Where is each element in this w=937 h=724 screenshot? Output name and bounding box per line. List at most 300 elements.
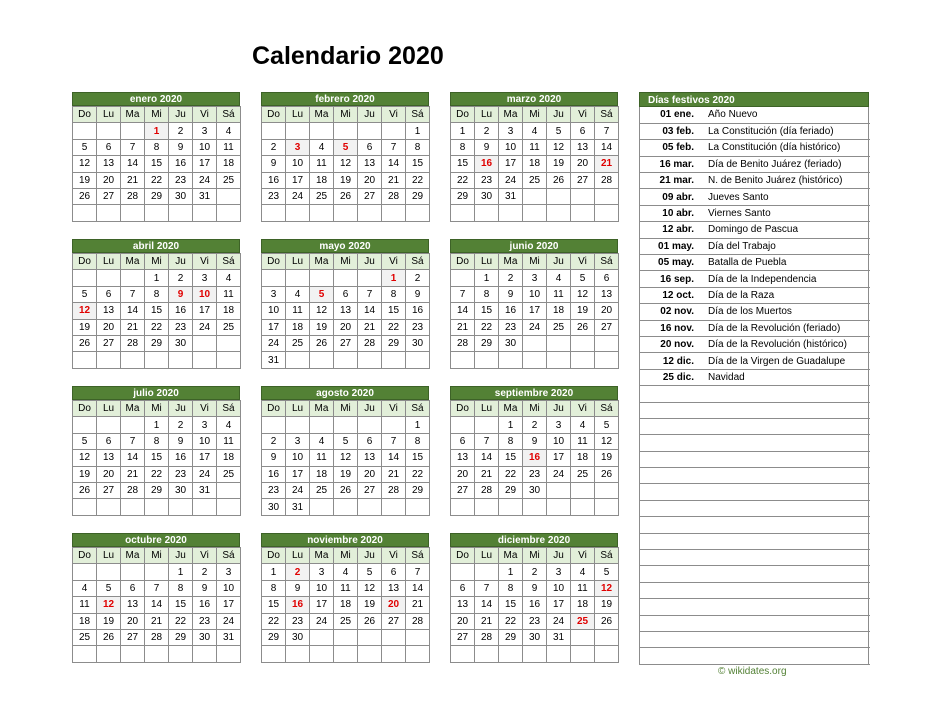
day-cell: 27 [571, 172, 595, 188]
weekday-label: Lu [286, 254, 310, 270]
day-cell: 12 [310, 303, 334, 319]
month-calendar [450, 386, 618, 516]
weekday-label: Ma [121, 548, 145, 564]
day-cell: 22 [406, 172, 430, 188]
empty-cell [193, 335, 217, 351]
day-cell: 20 [571, 156, 595, 172]
day-cell: 7 [382, 139, 406, 155]
day-cell: 23 [262, 482, 286, 498]
day-cell: 14 [145, 597, 169, 613]
day-cell: 21 [121, 466, 145, 482]
empty-cell [475, 205, 499, 221]
holiday-name [702, 599, 870, 615]
day-cell: 10 [547, 433, 571, 449]
weekday-label: Mi [523, 254, 547, 270]
day-cell: 17 [193, 303, 217, 319]
day-cell: 26 [97, 629, 121, 645]
empty-cell [358, 270, 382, 286]
empty-cell [73, 564, 97, 580]
day-cell: 15 [145, 450, 169, 466]
holiday-date [640, 615, 702, 631]
day-cell: 13 [451, 450, 475, 466]
weekday-label: Do [73, 401, 97, 417]
day-cell: 25 [334, 613, 358, 629]
empty-cell [571, 629, 595, 645]
day-cell: 18 [73, 613, 97, 629]
day-cell: 16 [193, 597, 217, 613]
month-calendar [261, 533, 429, 663]
empty-cell [595, 629, 619, 645]
holiday-date [640, 566, 702, 582]
day-cell: 17 [547, 450, 571, 466]
day-cell: 16 [406, 303, 430, 319]
day-cell: 21 [121, 172, 145, 188]
holiday-date [640, 484, 702, 500]
day-cell: 24 [193, 172, 217, 188]
holiday-date: 12 dic. [640, 353, 702, 369]
empty-cell [358, 417, 382, 433]
day-cell: 4 [523, 123, 547, 139]
weekday-label: Mi [523, 548, 547, 564]
empty-cell [121, 417, 145, 433]
day-cell: 26 [358, 613, 382, 629]
day-cell: 11 [334, 580, 358, 596]
day-cell: 20 [97, 466, 121, 482]
empty-cell [169, 352, 193, 368]
empty-cell [121, 352, 145, 368]
holiday-day-cell: 12 [97, 597, 121, 613]
day-cell: 24 [193, 466, 217, 482]
month-header: mayo 2020 [261, 239, 429, 253]
day-cell: 25 [547, 319, 571, 335]
day-cell: 2 [169, 123, 193, 139]
empty-cell [547, 335, 571, 351]
month-header: abril 2020 [72, 239, 240, 253]
holiday-row [640, 255, 870, 271]
day-cell: 10 [286, 450, 310, 466]
empty-cell [451, 417, 475, 433]
holiday-name: La Constitución (día feriado) [702, 123, 870, 139]
holiday-date: 09 abr. [640, 189, 702, 205]
empty-cell [382, 417, 406, 433]
day-cell: 31 [217, 629, 241, 645]
empty-cell [334, 270, 358, 286]
holiday-date [640, 533, 702, 549]
empty-cell [145, 646, 169, 662]
day-cell: 7 [121, 433, 145, 449]
day-cell: 18 [310, 466, 334, 482]
holiday-name [702, 648, 870, 664]
holiday-name [702, 632, 870, 648]
weekday-label: Sá [217, 107, 241, 123]
day-cell: 8 [475, 286, 499, 302]
day-cell: 3 [547, 564, 571, 580]
day-cell: 21 [451, 319, 475, 335]
empty-cell [595, 482, 619, 498]
day-cell: 5 [595, 417, 619, 433]
month-calendar [450, 533, 618, 663]
empty-cell [310, 352, 334, 368]
empty-cell [217, 188, 241, 204]
day-cell: 9 [193, 580, 217, 596]
day-cell: 19 [310, 319, 334, 335]
empty-cell [334, 417, 358, 433]
day-cell: 11 [217, 433, 241, 449]
day-cell: 23 [169, 466, 193, 482]
day-cell: 23 [169, 319, 193, 335]
day-cell: 3 [193, 417, 217, 433]
holiday-name: Navidad [702, 369, 870, 385]
empty-cell [145, 499, 169, 515]
holiday-date [640, 418, 702, 434]
day-cell: 23 [499, 319, 523, 335]
day-cell: 11 [73, 597, 97, 613]
day-cell: 7 [475, 580, 499, 596]
day-cell: 24 [547, 466, 571, 482]
month-calendar [261, 239, 429, 369]
empty-cell [334, 352, 358, 368]
day-cell: 9 [169, 139, 193, 155]
day-cell: 2 [406, 270, 430, 286]
weekday-label: Ju [358, 548, 382, 564]
day-cell: 14 [121, 450, 145, 466]
weekday-label: Ju [358, 401, 382, 417]
weekday-label: Vi [571, 107, 595, 123]
weekday-label: Do [73, 548, 97, 564]
day-cell: 17 [499, 156, 523, 172]
day-cell: 15 [406, 450, 430, 466]
empty-cell [334, 205, 358, 221]
day-cell: 1 [262, 564, 286, 580]
day-cell: 23 [262, 188, 286, 204]
day-cell: 5 [358, 564, 382, 580]
day-cell: 22 [475, 319, 499, 335]
holiday-date [640, 550, 702, 566]
month-header: agosto 2020 [261, 386, 429, 400]
day-cell: 20 [451, 466, 475, 482]
day-cell: 8 [499, 433, 523, 449]
weekday-label: Ma [121, 401, 145, 417]
weekday-label: Mi [145, 254, 169, 270]
day-cell: 27 [382, 613, 406, 629]
day-cell: 13 [334, 303, 358, 319]
empty-cell [73, 270, 97, 286]
holiday-row [640, 533, 870, 549]
day-cell: 30 [523, 482, 547, 498]
holiday-day-cell: 25 [571, 613, 595, 629]
holiday-row [640, 550, 870, 566]
day-cell: 16 [499, 303, 523, 319]
day-cell: 14 [595, 139, 619, 155]
day-cell: 28 [358, 335, 382, 351]
day-cell: 27 [595, 319, 619, 335]
empty-cell [475, 499, 499, 515]
month-grid [450, 547, 619, 663]
day-cell: 30 [169, 188, 193, 204]
empty-cell [382, 123, 406, 139]
day-cell: 28 [451, 335, 475, 351]
holiday-row [640, 402, 870, 418]
holiday-day-cell: 20 [382, 597, 406, 613]
day-cell: 19 [334, 466, 358, 482]
day-cell: 11 [571, 433, 595, 449]
day-cell: 6 [358, 139, 382, 155]
holiday-date [640, 386, 702, 402]
empty-cell [499, 205, 523, 221]
month-grid [72, 400, 241, 516]
holiday-row [640, 468, 870, 484]
day-cell: 18 [334, 597, 358, 613]
holiday-name: Domingo de Pascua [702, 222, 870, 238]
empty-cell [523, 352, 547, 368]
holiday-name: Día de la Raza [702, 287, 870, 303]
day-cell: 15 [499, 597, 523, 613]
empty-cell [121, 646, 145, 662]
empty-cell [571, 646, 595, 662]
holiday-name: Día de los Muertos [702, 304, 870, 320]
day-cell: 19 [595, 597, 619, 613]
holiday-row [640, 615, 870, 631]
holiday-row [640, 336, 870, 352]
weekday-label: Vi [193, 107, 217, 123]
day-cell: 20 [334, 319, 358, 335]
day-cell: 10 [286, 156, 310, 172]
weekday-label: Ju [169, 401, 193, 417]
day-cell: 25 [310, 482, 334, 498]
holiday-name [702, 582, 870, 598]
weekday-label: Ma [310, 254, 334, 270]
weekday-label: Do [262, 401, 286, 417]
holiday-date [640, 468, 702, 484]
day-cell: 6 [121, 580, 145, 596]
day-cell: 27 [334, 335, 358, 351]
empty-cell [499, 352, 523, 368]
weekday-label: Do [262, 254, 286, 270]
holiday-row [640, 123, 870, 139]
empty-cell [358, 499, 382, 515]
holiday-row [640, 418, 870, 434]
holiday-row [640, 435, 870, 451]
empty-cell [451, 205, 475, 221]
weekday-label: Lu [475, 548, 499, 564]
holiday-date [640, 517, 702, 533]
holiday-row [640, 287, 870, 303]
day-cell: 5 [73, 139, 97, 155]
weekday-label: Mi [523, 401, 547, 417]
day-cell: 15 [499, 450, 523, 466]
day-cell: 1 [145, 417, 169, 433]
day-cell: 10 [523, 286, 547, 302]
empty-cell [382, 205, 406, 221]
day-cell: 31 [547, 629, 571, 645]
holiday-name: Día de la Independencia [702, 271, 870, 287]
day-cell: 19 [73, 466, 97, 482]
month-calendar [450, 239, 618, 369]
empty-cell [571, 205, 595, 221]
day-cell: 3 [310, 564, 334, 580]
weekday-label: Sá [406, 107, 430, 123]
day-cell: 1 [475, 270, 499, 286]
holiday-name [702, 468, 870, 484]
day-cell: 28 [382, 188, 406, 204]
day-cell: 15 [262, 597, 286, 613]
empty-cell [382, 499, 406, 515]
empty-cell [217, 335, 241, 351]
holidays-list [640, 107, 870, 665]
day-cell: 28 [475, 629, 499, 645]
empty-cell [406, 629, 430, 645]
weekday-label: Mi [334, 254, 358, 270]
empty-cell [451, 564, 475, 580]
day-cell: 8 [451, 139, 475, 155]
day-cell: 29 [451, 188, 475, 204]
holiday-row [640, 189, 870, 205]
holiday-day-cell: 9 [169, 286, 193, 302]
empty-cell [73, 417, 97, 433]
holiday-date: 16 mar. [640, 156, 702, 172]
empty-cell [262, 123, 286, 139]
day-cell: 26 [547, 172, 571, 188]
weekday-label: Lu [97, 107, 121, 123]
day-cell: 5 [334, 433, 358, 449]
day-cell: 12 [334, 156, 358, 172]
holiday-date: 21 mar. [640, 173, 702, 189]
empty-cell [73, 123, 97, 139]
empty-cell [358, 123, 382, 139]
day-cell: 13 [97, 156, 121, 172]
weekday-label: Ju [169, 548, 193, 564]
day-cell: 14 [358, 303, 382, 319]
holiday-name [702, 402, 870, 418]
day-cell: 29 [382, 335, 406, 351]
weekday-label: Ma [121, 107, 145, 123]
day-cell: 30 [193, 629, 217, 645]
holiday-name: Día del Trabajo [702, 238, 870, 254]
month-header: febrero 2020 [261, 92, 429, 106]
month-grid [261, 106, 430, 222]
holiday-row [640, 566, 870, 582]
weekday-label: Mi [145, 401, 169, 417]
day-cell: 24 [310, 613, 334, 629]
holiday-date: 05 may. [640, 255, 702, 271]
weekday-label: Lu [475, 401, 499, 417]
day-cell: 20 [97, 319, 121, 335]
empty-cell [217, 646, 241, 662]
day-cell: 13 [451, 597, 475, 613]
day-cell: 29 [145, 188, 169, 204]
day-cell: 24 [217, 613, 241, 629]
day-cell: 15 [169, 597, 193, 613]
weekday-label: Mi [145, 107, 169, 123]
month-header: septiembre 2020 [450, 386, 618, 400]
day-cell: 9 [499, 286, 523, 302]
day-cell: 3 [523, 270, 547, 286]
day-cell: 8 [382, 286, 406, 302]
day-cell: 20 [595, 303, 619, 319]
day-cell: 10 [193, 433, 217, 449]
day-cell: 27 [121, 629, 145, 645]
day-cell: 20 [451, 613, 475, 629]
day-cell: 22 [499, 466, 523, 482]
empty-cell [334, 123, 358, 139]
day-cell: 9 [262, 156, 286, 172]
weekday-label: Vi [193, 401, 217, 417]
empty-cell [523, 205, 547, 221]
day-cell: 30 [169, 335, 193, 351]
day-cell: 23 [406, 319, 430, 335]
day-cell: 10 [547, 580, 571, 596]
day-cell: 19 [358, 597, 382, 613]
empty-cell [451, 270, 475, 286]
weekday-label: Sá [595, 548, 619, 564]
empty-cell [523, 335, 547, 351]
empty-cell [217, 482, 241, 498]
holiday-date: 20 nov. [640, 336, 702, 352]
holiday-day-cell: 1 [145, 123, 169, 139]
day-cell: 13 [571, 139, 595, 155]
day-cell: 23 [475, 172, 499, 188]
day-cell: 5 [73, 433, 97, 449]
day-cell: 22 [499, 613, 523, 629]
day-cell: 18 [286, 319, 310, 335]
day-cell: 26 [73, 482, 97, 498]
month-grid [261, 253, 430, 369]
weekday-label: Sá [217, 254, 241, 270]
empty-cell [97, 123, 121, 139]
day-cell: 16 [523, 597, 547, 613]
day-cell: 21 [475, 466, 499, 482]
day-cell: 1 [451, 123, 475, 139]
holiday-day-cell: 5 [310, 286, 334, 302]
day-cell: 25 [523, 172, 547, 188]
day-cell: 21 [121, 319, 145, 335]
day-cell: 29 [262, 629, 286, 645]
day-cell: 2 [523, 564, 547, 580]
month-header: noviembre 2020 [261, 533, 429, 547]
empty-cell [169, 646, 193, 662]
day-cell: 16 [262, 172, 286, 188]
empty-cell [547, 646, 571, 662]
empty-cell [310, 205, 334, 221]
page-title: Calendario 2020 [252, 42, 444, 70]
day-cell: 24 [523, 319, 547, 335]
month-header: enero 2020 [72, 92, 240, 106]
holiday-name [702, 615, 870, 631]
day-cell: 26 [595, 466, 619, 482]
day-cell: 22 [145, 172, 169, 188]
day-cell: 26 [310, 335, 334, 351]
empty-cell [475, 646, 499, 662]
empty-cell [121, 499, 145, 515]
empty-cell [286, 417, 310, 433]
empty-cell [286, 270, 310, 286]
month-header: julio 2020 [72, 386, 240, 400]
day-cell: 7 [451, 286, 475, 302]
empty-cell [310, 123, 334, 139]
day-cell: 7 [382, 433, 406, 449]
day-cell: 28 [406, 613, 430, 629]
day-cell: 29 [169, 629, 193, 645]
holiday-name: Día de la Revolución (histórico) [702, 336, 870, 352]
day-cell: 17 [286, 172, 310, 188]
weekday-label: Ju [358, 107, 382, 123]
holiday-row [640, 369, 870, 385]
empty-cell [382, 629, 406, 645]
day-cell: 5 [571, 270, 595, 286]
weekday-label: Sá [217, 401, 241, 417]
day-cell: 2 [499, 270, 523, 286]
day-cell: 20 [358, 172, 382, 188]
